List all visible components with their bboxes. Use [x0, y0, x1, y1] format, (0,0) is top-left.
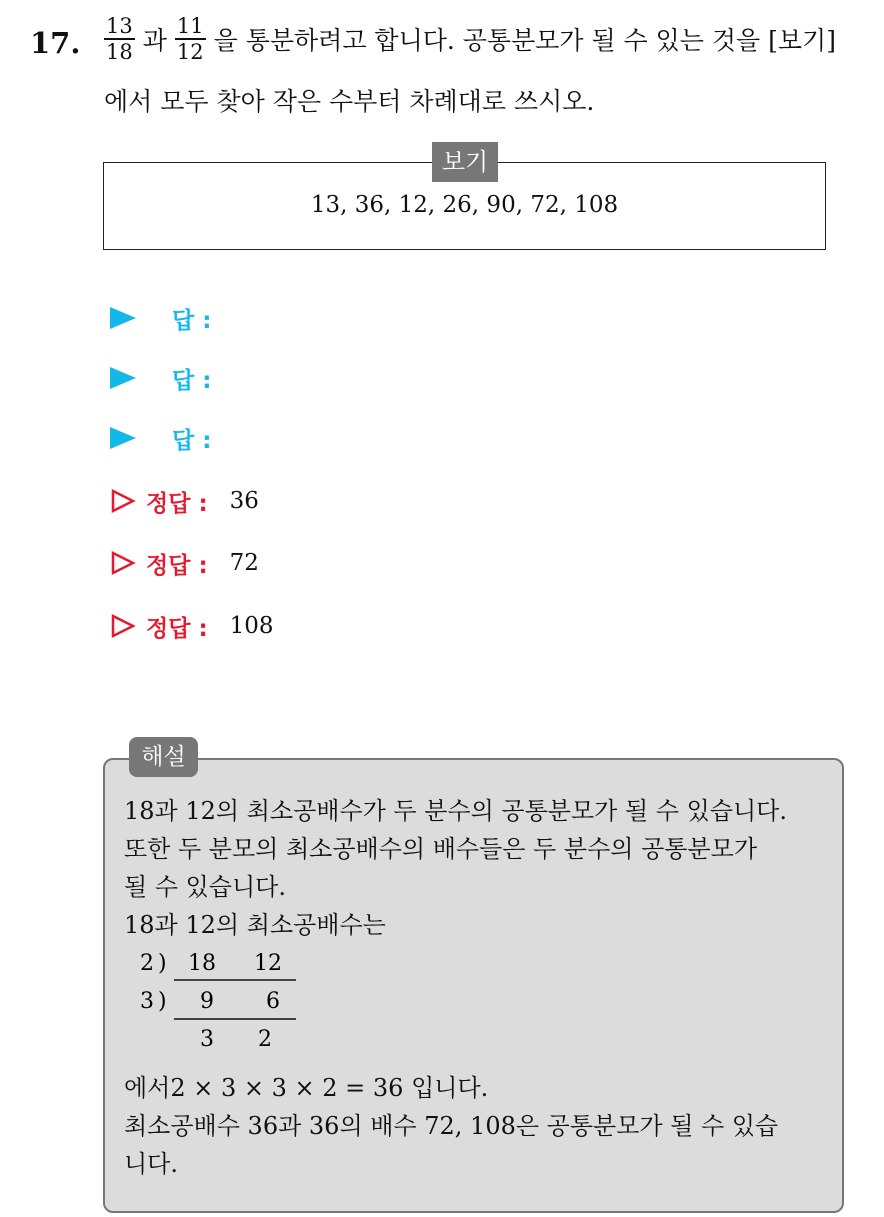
play-triangle-icon	[110, 307, 136, 329]
svg-text:): )	[158, 989, 167, 1014]
question-line-1	[104, 14, 836, 64]
outline-triangle-icon	[110, 488, 136, 514]
answer-row[interactable]	[110, 358, 211, 398]
explanation-line: 18과 12의 최소공배수는	[124, 911, 386, 939]
question-text: 을 통분하려고 합니다. 공통분모가 될 수 있는 것을 [보기]	[213, 25, 836, 55]
division-divisor: 2	[140, 951, 154, 976]
correct-label: 정답 :	[146, 615, 208, 642]
correct-label: 정답 :	[146, 552, 208, 579]
explanation-line: 18과 12의 최소공배수가 두 분수의 공통분모가 될 수 있습니다.	[124, 797, 787, 825]
correct-answer-row	[110, 543, 259, 583]
svg-text:): )	[158, 951, 167, 976]
bogi-label: 보기	[432, 142, 498, 182]
correct-answer-row	[110, 481, 259, 521]
fraction-11-12	[175, 14, 206, 64]
division-ladder	[130, 944, 310, 1054]
connector-text: 과	[142, 25, 167, 55]
division-value: 6	[266, 989, 280, 1014]
question-number: 17.	[30, 26, 81, 60]
explanation-line: 또한 두 분모의 최소공배수의 배수들은 두 분수의 공통분모가	[124, 835, 758, 863]
division-value: 3	[200, 1027, 214, 1052]
fraction-denominator: 12	[176, 39, 204, 64]
play-triangle-icon	[110, 427, 136, 449]
correct-value: 108	[229, 613, 274, 639]
outline-triangle-icon	[110, 550, 136, 576]
play-triangle-icon	[110, 367, 136, 389]
explanation-label: 해설	[129, 737, 198, 777]
answer-label: 답 :	[172, 367, 212, 394]
division-divisor: 3	[140, 989, 154, 1014]
answer-label: 답 :	[172, 427, 212, 454]
question-line-2: 에서 모두 찾아 작은 수부터 차례대로 쓰시오.	[104, 87, 595, 116]
explanation-line: 에서2 × 3 × 3 × 2 = 36 입니다.	[124, 1074, 489, 1102]
explanation-line: 될 수 있습니다.	[124, 873, 286, 901]
fraction-denominator: 18	[106, 39, 133, 64]
outline-triangle-icon	[110, 613, 136, 639]
fraction-13-18	[104, 14, 135, 64]
answer-row[interactable]	[110, 418, 211, 458]
fraction-numerator: 13	[106, 14, 133, 38]
correct-value: 72	[229, 550, 259, 576]
answer-label: 답 :	[172, 307, 212, 334]
bogi-choices: 13, 36, 12, 26, 90, 72, 108	[310, 192, 619, 218]
division-value: 18	[188, 951, 216, 976]
explanation-line: 니다.	[124, 1150, 178, 1178]
division-value: 9	[200, 989, 214, 1014]
correct-label: 정답 :	[146, 490, 208, 517]
correct-answer-row	[110, 606, 274, 646]
answer-row[interactable]	[110, 298, 211, 338]
fraction-numerator: 11	[176, 14, 204, 38]
division-value: 2	[258, 1027, 272, 1052]
correct-value: 36	[229, 488, 259, 514]
explanation-line: 최소공배수 36과 36의 배수 72, 108은 공통분모가 될 수 있습	[124, 1112, 779, 1140]
division-value: 12	[254, 951, 282, 976]
